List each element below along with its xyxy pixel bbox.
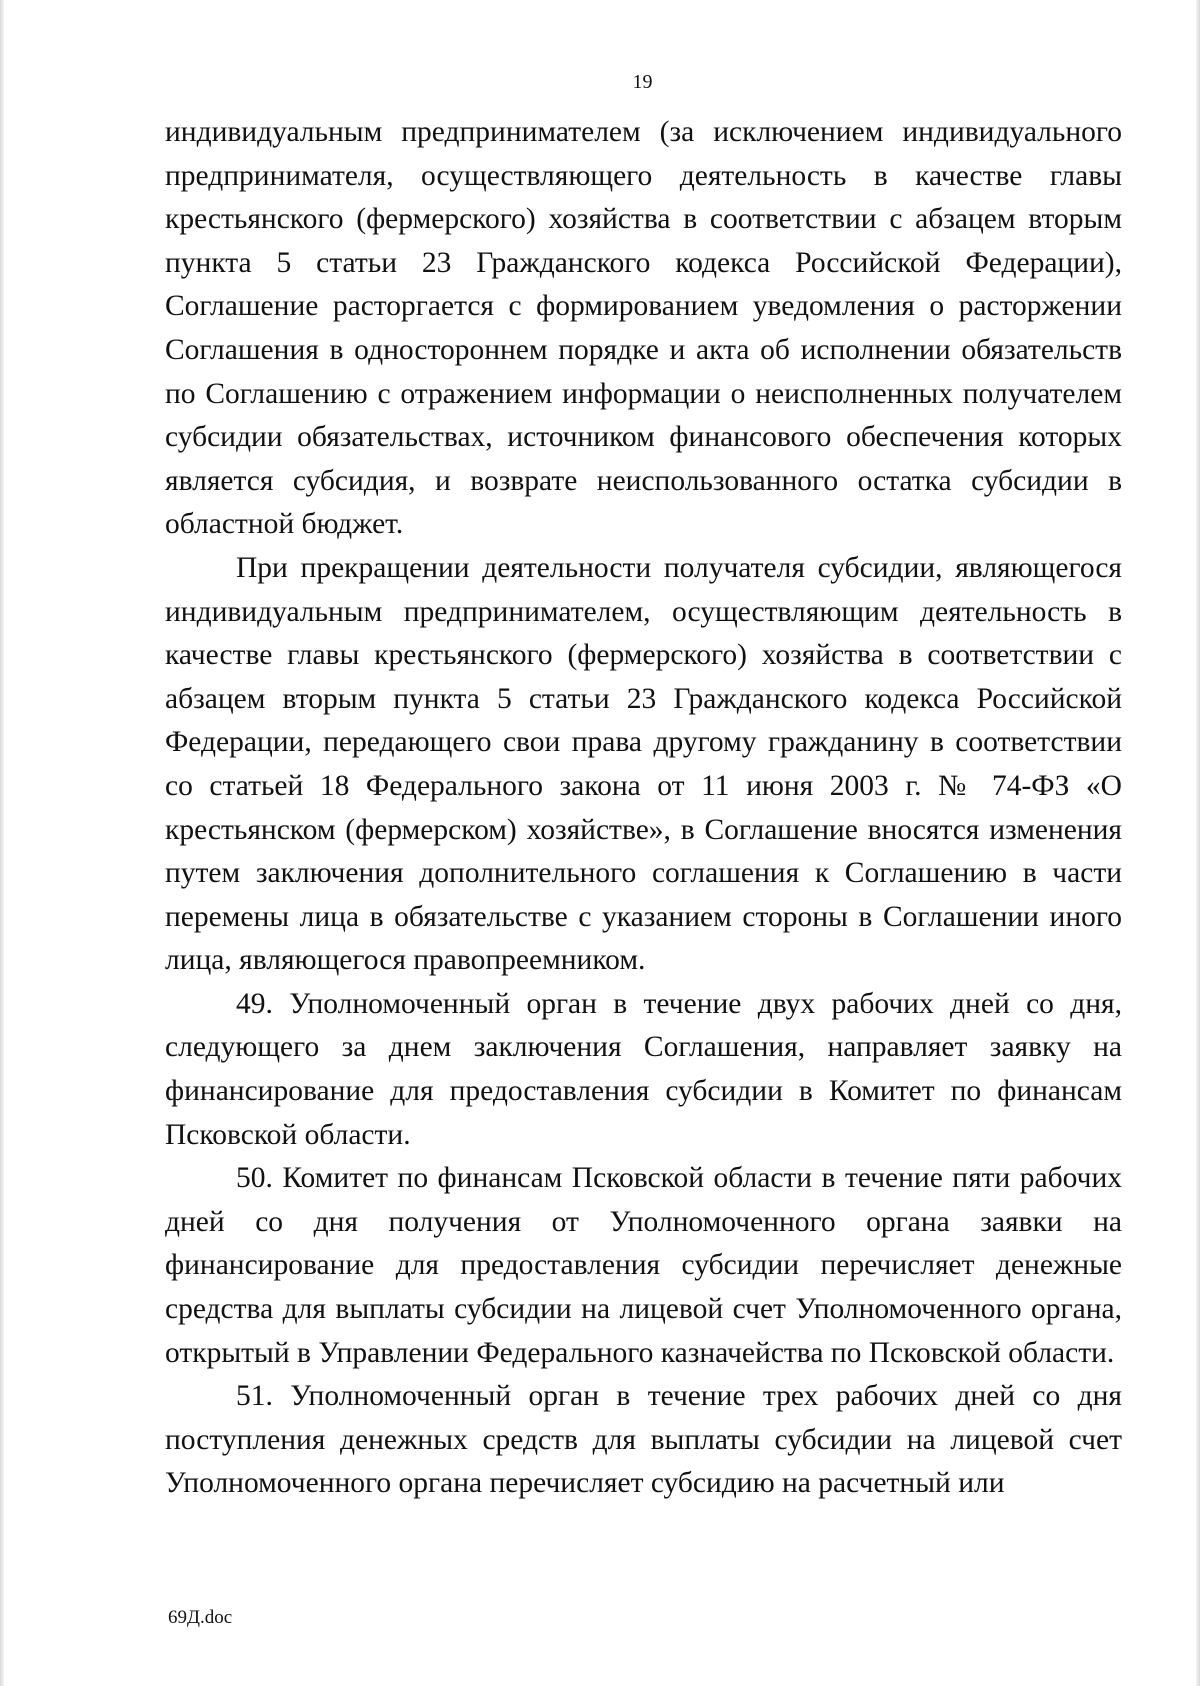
paragraph-49: 49. Уполномоченный орган в течение двух рабочих дней со дня, следующего за днем заключения Соглашения, направляет заявку на финансирование для предоставления субсидии в Комитет по финансам Псковской области.: [165, 987, 1122, 1151]
paragraph-continuation: индивидуальным предпринимателем (за исключением индивидуального предпринимателя, осуществляющего деятельность в качестве главы крестьянского (фермерского) хозяйства в соответствии с абзацем вторым пункта 5 статьи 23 Гражданского кодекса Российской Федерации), Соглашение расторгается с формированием уведомления о расторжении Соглашения в одностороннем порядке и акта об исполнении обязательств по Соглашению с отражением информации о неисполненных получателем субсидии обязательствах, источником финансового обеспечения которых является субсидия, и возврате неиспользованного остатка субсидии в областной бюджет.: [165, 116, 1122, 541]
page-number: 19: [632, 71, 653, 93]
footer-file-name: 69Д.doc: [168, 1607, 233, 1628]
document-body: [165, 111, 1122, 1506]
paragraph-50: 50. Комитет по финансам Псковской области в течение пяти рабочих дней со дня получения от Уполномоченного органа заявки на финансирование для предоставления субсидии перечисляет денежные средства для выплаты субсидии на лицевой счет Уполномоченного органа, открытый в Управлении Федерального казначейства по Псковской области.: [165, 1162, 1122, 1369]
scan-edge-right: [1196, 0, 1200, 1686]
scan-edge-left: [0, 0, 4, 1686]
paragraph-peasant-farm-termination: При прекращении деятельности получателя субсидии, являющегося индивидуальным предпринимателем, осуществляющим деятельность в качестве главы крестьянского (фермерского) хозяйства в соответствии с абзацем вторым пункта 5 статьи 23 Гражданского кодекса Российской Федерации, передающего свои права другому гражданину в соответствии со статьей 18 Федерального закона от 11 июня 2003 г. № 74-ФЗ «О крестьянском (фермерском) хозяйстве», в Соглашение вносятся изменения путем заключения дополнительного соглашения к Соглашению в части перемены лица в обязательстве с указанием стороны в Соглашении иного лица, являющегося правопреемником.: [165, 551, 1122, 977]
paragraph-51: 51. Уполномоченный орган в течение трех рабочих дней со дня поступления денежных средств для выплаты субсидии на лицевой счет Уполномоченного органа перечисляет субсидию на расчетный или: [165, 1380, 1122, 1500]
